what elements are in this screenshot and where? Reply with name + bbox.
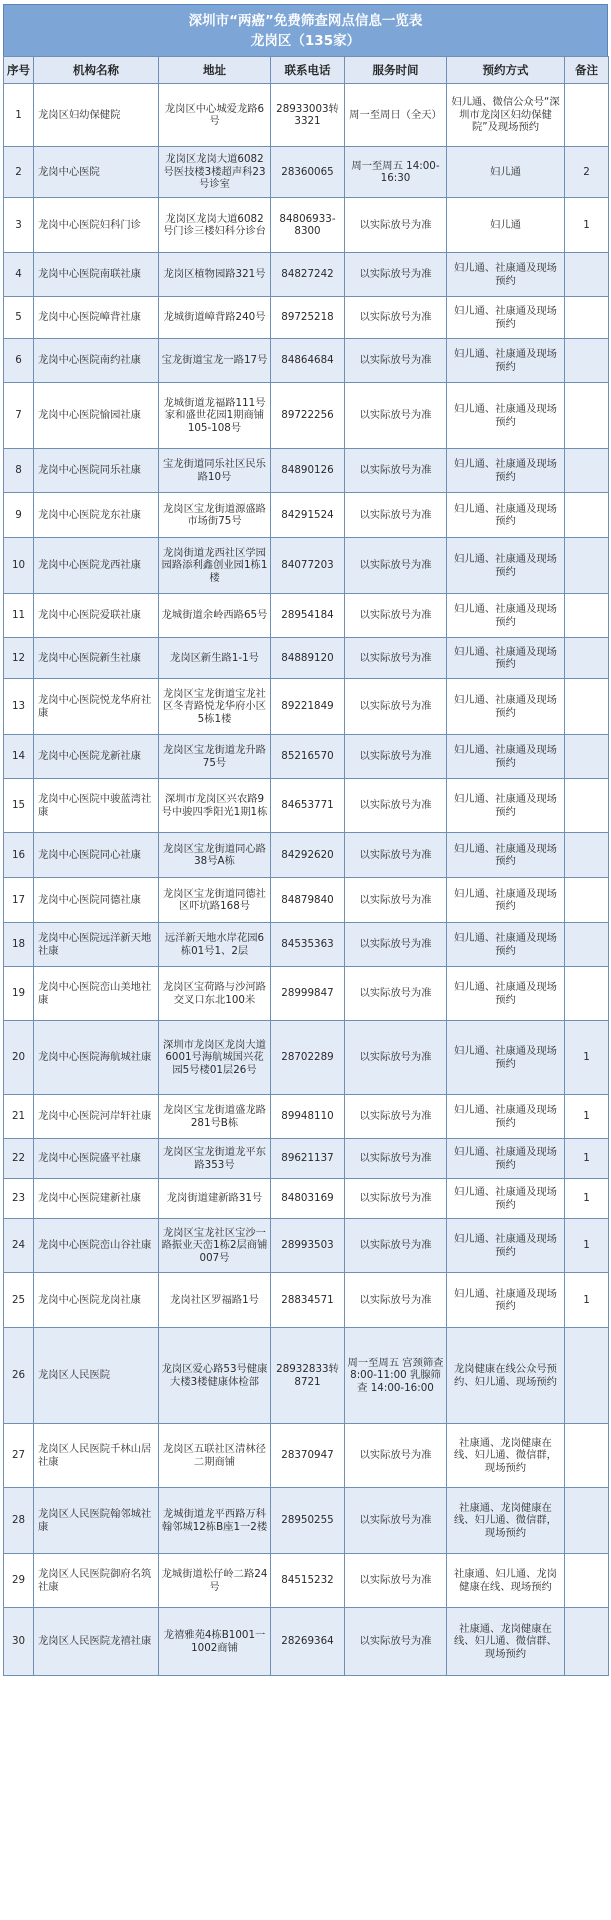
cell-phone: 84827242 bbox=[271, 253, 345, 297]
cell-no: 26 bbox=[4, 1328, 34, 1424]
table-row bbox=[4, 878, 609, 923]
cell-phone: 85216570 bbox=[271, 735, 345, 779]
cell-book: 妇儿通、社康通及现场预约 bbox=[447, 967, 565, 1021]
cell-addr: 龙城街道龙平西路万科翰邻城12栋B座1一2楼 bbox=[159, 1488, 271, 1554]
table-row bbox=[4, 1554, 609, 1608]
cell-time: 以实际放号为准 bbox=[345, 594, 447, 638]
cell-phone: 84806933-8300 bbox=[271, 198, 345, 253]
cell-book: 妇儿通、社康通及现场预约 bbox=[447, 679, 565, 735]
cell-no: 30 bbox=[4, 1608, 34, 1676]
cell-phone: 84653771 bbox=[271, 779, 345, 833]
cell-note bbox=[565, 1554, 609, 1608]
cell-addr: 龙岗区宝龙街道龙平东路353号 bbox=[159, 1139, 271, 1179]
table-row bbox=[4, 147, 609, 198]
cell-time: 以实际放号为准 bbox=[345, 779, 447, 833]
cell-name: 龙岗区人民医院千林山居社康 bbox=[34, 1424, 159, 1488]
cell-no: 18 bbox=[4, 923, 34, 967]
cell-phone: 28993503 bbox=[271, 1219, 345, 1273]
col-header-note: 备注 bbox=[565, 57, 609, 84]
cell-phone: 28999847 bbox=[271, 967, 345, 1021]
cell-book: 妇儿通、社康通及现场预约 bbox=[447, 253, 565, 297]
cell-no: 7 bbox=[4, 383, 34, 449]
cell-note bbox=[565, 638, 609, 679]
cell-name: 龙岗中心医院新生社康 bbox=[34, 638, 159, 679]
cell-addr: 龙城街道余岭西路65号 bbox=[159, 594, 271, 638]
cell-name: 龙岗中心医院南联社康 bbox=[34, 253, 159, 297]
table-row bbox=[4, 779, 609, 833]
cell-note: 1 bbox=[565, 198, 609, 253]
cell-phone: 28370947 bbox=[271, 1424, 345, 1488]
cell-phone: 28360065 bbox=[271, 147, 345, 198]
table-title bbox=[3, 4, 608, 56]
cell-note bbox=[565, 878, 609, 923]
cell-note bbox=[565, 1424, 609, 1488]
cell-name: 龙岗中心医院海航城社康 bbox=[34, 1021, 159, 1095]
cell-phone: 84515232 bbox=[271, 1554, 345, 1608]
cell-time: 周一至周五 宫颈筛查 8:00-11:00 乳腺筛查 14:00-16:00 bbox=[345, 1328, 447, 1424]
cell-no: 10 bbox=[4, 538, 34, 594]
cell-time: 以实际放号为准 bbox=[345, 538, 447, 594]
table-row bbox=[4, 1179, 609, 1219]
cell-book: 妇儿通 bbox=[447, 198, 565, 253]
cell-no: 5 bbox=[4, 297, 34, 339]
cell-no: 12 bbox=[4, 638, 34, 679]
cell-addr: 龙岗区宝荷路与沙河路交叉口东北100米 bbox=[159, 967, 271, 1021]
cell-name: 龙岗中心医院峦山谷社康 bbox=[34, 1219, 159, 1273]
cell-no: 4 bbox=[4, 253, 34, 297]
cell-book: 妇儿通、社康通及现场预约 bbox=[447, 735, 565, 779]
cell-time: 以实际放号为准 bbox=[345, 1488, 447, 1554]
table-row bbox=[4, 1021, 609, 1095]
cell-note bbox=[565, 383, 609, 449]
cell-note bbox=[565, 833, 609, 878]
cell-phone: 28933003转3321 bbox=[271, 84, 345, 147]
cell-no: 8 bbox=[4, 449, 34, 493]
cell-name: 龙岗中心医院龙西社康 bbox=[34, 538, 159, 594]
cell-time: 以实际放号为准 bbox=[345, 493, 447, 538]
cell-addr: 龙岗区植物园路321号 bbox=[159, 253, 271, 297]
cell-name: 龙岗中心医院河岸轩社康 bbox=[34, 1095, 159, 1139]
cell-phone: 89722256 bbox=[271, 383, 345, 449]
cell-name: 龙岗中心医院妇科门诊 bbox=[34, 198, 159, 253]
cell-phone: 89725218 bbox=[271, 297, 345, 339]
cell-addr: 深圳市龙岗区兴农路9号中骏四季阳光1期1栋 bbox=[159, 779, 271, 833]
cell-note bbox=[565, 679, 609, 735]
cell-addr: 龙城街道龙福路111号家和盛世花园1期商铺105-108号 bbox=[159, 383, 271, 449]
table-body bbox=[4, 84, 609, 1676]
cell-book: 妇儿通、社康通及现场预约 bbox=[447, 1219, 565, 1273]
cell-name: 龙岗区人民医院翰邻城社康 bbox=[34, 1488, 159, 1554]
cell-time: 以实际放号为准 bbox=[345, 1554, 447, 1608]
cell-addr: 龙岗区龙岗大道6082号门诊三楼妇科分诊台 bbox=[159, 198, 271, 253]
cell-phone: 89621137 bbox=[271, 1139, 345, 1179]
cell-phone: 28932833转8721 bbox=[271, 1328, 345, 1424]
cell-name: 龙岗中心医院爱联社康 bbox=[34, 594, 159, 638]
cell-book: 妇儿通、社康通及现场预约 bbox=[447, 923, 565, 967]
cell-book: 妇儿通、社康通及现场预约 bbox=[447, 297, 565, 339]
cell-time: 以实际放号为准 bbox=[345, 1095, 447, 1139]
cell-addr: 龙岗区宝龙街道同德社区吓坑路168号 bbox=[159, 878, 271, 923]
cell-note bbox=[565, 84, 609, 147]
cell-addr: 龙岗街道龙西社区学园园路添利鑫创业园1栋1楼 bbox=[159, 538, 271, 594]
table-title-line1: 深圳市“两癌”免费筛查网点信息一览表 bbox=[188, 12, 423, 29]
cell-note: 2 bbox=[565, 147, 609, 198]
cell-name: 龙岗中心医院同德社康 bbox=[34, 878, 159, 923]
cell-addr: 深圳市龙岗区龙岗大道6001号海航城国兴花园5号楼01层26号 bbox=[159, 1021, 271, 1095]
cell-phone: 28702289 bbox=[271, 1021, 345, 1095]
screening-sites-table bbox=[3, 56, 609, 1676]
cell-note bbox=[565, 1328, 609, 1424]
cell-name: 龙岗中心医院龙岗社康 bbox=[34, 1273, 159, 1328]
table-row bbox=[4, 1139, 609, 1179]
cell-note bbox=[565, 1488, 609, 1554]
cell-addr: 龙岗区宝龙街道龙升路75号 bbox=[159, 735, 271, 779]
cell-no: 23 bbox=[4, 1179, 34, 1219]
cell-addr: 龙岗区宝龙街道宝龙社区冬青路悦龙华府小区5栋1楼 bbox=[159, 679, 271, 735]
screening-table-document bbox=[3, 4, 608, 1916]
cell-book: 妇儿通 bbox=[447, 147, 565, 198]
cell-phone: 28954184 bbox=[271, 594, 345, 638]
cell-book: 妇儿通、社康通及现场预约 bbox=[447, 1179, 565, 1219]
cell-phone: 84803169 bbox=[271, 1179, 345, 1219]
cell-note bbox=[565, 967, 609, 1021]
cell-name: 龙岗中心医院 bbox=[34, 147, 159, 198]
table-row bbox=[4, 493, 609, 538]
cell-phone: 84864684 bbox=[271, 339, 345, 383]
table-row bbox=[4, 383, 609, 449]
table-row bbox=[4, 1608, 609, 1676]
cell-note bbox=[565, 594, 609, 638]
cell-phone: 28269364 bbox=[271, 1608, 345, 1676]
cell-phone: 28834571 bbox=[271, 1273, 345, 1328]
table-row bbox=[4, 339, 609, 383]
cell-no: 16 bbox=[4, 833, 34, 878]
cell-addr: 龙岗区五联社区清林径二期商铺 bbox=[159, 1424, 271, 1488]
header-row bbox=[4, 57, 609, 84]
cell-no: 3 bbox=[4, 198, 34, 253]
cell-time: 以实际放号为准 bbox=[345, 1139, 447, 1179]
cell-addr: 龙岗区新生路1-1号 bbox=[159, 638, 271, 679]
cell-phone: 84535363 bbox=[271, 923, 345, 967]
cell-addr: 龙岗区中心城爱龙路6号 bbox=[159, 84, 271, 147]
table-row bbox=[4, 538, 609, 594]
cell-name: 龙岗中心医院愉园社康 bbox=[34, 383, 159, 449]
table-row bbox=[4, 1328, 609, 1424]
cell-addr: 龙岗区爱心路53号健康大楼3楼健康体检部 bbox=[159, 1328, 271, 1424]
cell-book: 社康通、妇儿通、龙岗健康在线、现场预约 bbox=[447, 1554, 565, 1608]
cell-no: 28 bbox=[4, 1488, 34, 1554]
cell-addr: 龙岗街道建新路31号 bbox=[159, 1179, 271, 1219]
cell-name: 龙岗中心医院同心社康 bbox=[34, 833, 159, 878]
cell-phone: 89948110 bbox=[271, 1095, 345, 1139]
cell-time: 以实际放号为准 bbox=[345, 297, 447, 339]
cell-time: 以实际放号为准 bbox=[345, 735, 447, 779]
cell-book: 妇儿通、社康通及现场预约 bbox=[447, 594, 565, 638]
table-row bbox=[4, 1095, 609, 1139]
cell-book: 妇儿通、社康通及现场预约 bbox=[447, 339, 565, 383]
cell-name: 龙岗中心医院龙东社康 bbox=[34, 493, 159, 538]
cell-book: 妇儿通、社康通及现场预约 bbox=[447, 538, 565, 594]
cell-phone: 28950255 bbox=[271, 1488, 345, 1554]
cell-no: 22 bbox=[4, 1139, 34, 1179]
cell-time: 以实际放号为准 bbox=[345, 1021, 447, 1095]
cell-book: 妇儿通、社康通及现场预约 bbox=[447, 779, 565, 833]
cell-no: 20 bbox=[4, 1021, 34, 1095]
cell-time: 以实际放号为准 bbox=[345, 198, 447, 253]
cell-time: 以实际放号为准 bbox=[345, 383, 447, 449]
cell-time: 以实际放号为准 bbox=[345, 449, 447, 493]
cell-addr: 龙城街道松仔岭二路24号 bbox=[159, 1554, 271, 1608]
cell-note: 1 bbox=[565, 1219, 609, 1273]
cell-addr: 龙岗区宝龙街道源盛路市场街75号 bbox=[159, 493, 271, 538]
table-row bbox=[4, 1488, 609, 1554]
cell-note bbox=[565, 923, 609, 967]
cell-phone: 84890126 bbox=[271, 449, 345, 493]
cell-time: 以实际放号为准 bbox=[345, 339, 447, 383]
cell-time: 以实际放号为准 bbox=[345, 1424, 447, 1488]
cell-name: 龙岗区妇幼保健院 bbox=[34, 84, 159, 147]
table-row bbox=[4, 833, 609, 878]
cell-time: 周一至周日（全天） bbox=[345, 84, 447, 147]
cell-name: 龙岗中心医院同乐社康 bbox=[34, 449, 159, 493]
cell-note bbox=[565, 449, 609, 493]
table-row bbox=[4, 1273, 609, 1328]
cell-addr: 龙岗区宝龙街道盛龙路281号B栋 bbox=[159, 1095, 271, 1139]
cell-phone: 84889120 bbox=[271, 638, 345, 679]
cell-addr: 远洋新天地水岸花园6栋01号1、2层 bbox=[159, 923, 271, 967]
cell-book: 妇儿通、微信公众号“深圳市龙岗区妇幼保健院”及现场预约 bbox=[447, 84, 565, 147]
cell-no: 1 bbox=[4, 84, 34, 147]
table-row bbox=[4, 84, 609, 147]
cell-book: 妇儿通、社康通及现场预约 bbox=[447, 878, 565, 923]
cell-note bbox=[565, 735, 609, 779]
table-row bbox=[4, 923, 609, 967]
cell-time: 以实际放号为准 bbox=[345, 638, 447, 679]
cell-no: 24 bbox=[4, 1219, 34, 1273]
cell-time: 以实际放号为准 bbox=[345, 878, 447, 923]
cell-phone: 89221849 bbox=[271, 679, 345, 735]
cell-note: 1 bbox=[565, 1139, 609, 1179]
cell-addr: 龙岗区宝龙街道同心路38号A栋 bbox=[159, 833, 271, 878]
cell-no: 2 bbox=[4, 147, 34, 198]
cell-addr: 宝龙街道同乐社区民乐路10号 bbox=[159, 449, 271, 493]
cell-book: 妇儿通、社康通及现场预约 bbox=[447, 449, 565, 493]
cell-no: 27 bbox=[4, 1424, 34, 1488]
table-row bbox=[4, 679, 609, 735]
col-header-address: 地址 bbox=[159, 57, 271, 84]
cell-time: 以实际放号为准 bbox=[345, 833, 447, 878]
cell-no: 19 bbox=[4, 967, 34, 1021]
cell-book: 社康通、龙岗健康在线、妇儿通、微信群，现场预约 bbox=[447, 1424, 565, 1488]
cell-time: 以实际放号为准 bbox=[345, 1219, 447, 1273]
cell-addr: 龙城街道嶂背路240号 bbox=[159, 297, 271, 339]
cell-name: 龙岗中心医院中骏蓝湾社康 bbox=[34, 779, 159, 833]
cell-note bbox=[565, 779, 609, 833]
table-row bbox=[4, 735, 609, 779]
cell-phone: 84879840 bbox=[271, 878, 345, 923]
table-row bbox=[4, 1424, 609, 1488]
cell-addr: 龙禧雅苑4栋B1001一1002商铺 bbox=[159, 1608, 271, 1676]
cell-time: 周一至周五 14:00-16:30 bbox=[345, 147, 447, 198]
cell-time: 以实际放号为准 bbox=[345, 967, 447, 1021]
cell-book: 妇儿通、社康通及现场预约 bbox=[447, 1095, 565, 1139]
cell-no: 9 bbox=[4, 493, 34, 538]
cell-book: 龙岗健康在线公众号预约、妇儿通、现场预约 bbox=[447, 1328, 565, 1424]
cell-name: 龙岗区人民医院 bbox=[34, 1328, 159, 1424]
table-row bbox=[4, 253, 609, 297]
cell-book: 妇儿通、社康通及现场预约 bbox=[447, 493, 565, 538]
cell-addr: 龙岗社区罗福路1号 bbox=[159, 1273, 271, 1328]
table-row bbox=[4, 198, 609, 253]
cell-book: 妇儿通、社康通及现场预约 bbox=[447, 1139, 565, 1179]
cell-name: 龙岗中心医院建新社康 bbox=[34, 1179, 159, 1219]
cell-addr: 龙岗区龙岗大道6082号医技楼3楼超声科23号诊室 bbox=[159, 147, 271, 198]
col-header-service-time: 服务时间 bbox=[345, 57, 447, 84]
cell-name: 龙岗中心医院嶂背社康 bbox=[34, 297, 159, 339]
cell-book: 妇儿通、社康通及现场预约 bbox=[447, 383, 565, 449]
cell-name: 龙岗区人民医院龙禧社康 bbox=[34, 1608, 159, 1676]
cell-time: 以实际放号为准 bbox=[345, 253, 447, 297]
cell-note: 1 bbox=[565, 1095, 609, 1139]
cell-book: 妇儿通、社康通及现场预约 bbox=[447, 638, 565, 679]
cell-name: 龙岗中心医院盛平社康 bbox=[34, 1139, 159, 1179]
col-header-no: 序号 bbox=[4, 57, 34, 84]
cell-time: 以实际放号为准 bbox=[345, 679, 447, 735]
cell-book: 妇儿通、社康通及现场预约 bbox=[447, 1273, 565, 1328]
table-title-line2: 龙岗区（135家） bbox=[250, 32, 361, 49]
cell-no: 29 bbox=[4, 1554, 34, 1608]
cell-note bbox=[565, 253, 609, 297]
cell-no: 6 bbox=[4, 339, 34, 383]
cell-addr: 宝龙街道宝龙一路17号 bbox=[159, 339, 271, 383]
cell-note bbox=[565, 297, 609, 339]
table-row bbox=[4, 638, 609, 679]
cell-note: 1 bbox=[565, 1273, 609, 1328]
table-row bbox=[4, 449, 609, 493]
table-row bbox=[4, 594, 609, 638]
col-header-name: 机构名称 bbox=[34, 57, 159, 84]
cell-name: 龙岗中心医院龙新社康 bbox=[34, 735, 159, 779]
cell-book: 社康通、龙岗健康在线、妇儿通、微信群、现场预约 bbox=[447, 1608, 565, 1676]
col-header-booking: 预约方式 bbox=[447, 57, 565, 84]
cell-time: 以实际放号为准 bbox=[345, 1608, 447, 1676]
table-row bbox=[4, 1219, 609, 1273]
cell-note: 1 bbox=[565, 1021, 609, 1095]
cell-no: 15 bbox=[4, 779, 34, 833]
cell-note bbox=[565, 1608, 609, 1676]
cell-name: 龙岗中心医院峦山美地社康 bbox=[34, 967, 159, 1021]
cell-note bbox=[565, 538, 609, 594]
cell-phone: 84291524 bbox=[271, 493, 345, 538]
cell-no: 21 bbox=[4, 1095, 34, 1139]
cell-name: 龙岗中心医院远洋新天地社康 bbox=[34, 923, 159, 967]
cell-time: 以实际放号为准 bbox=[345, 923, 447, 967]
cell-note bbox=[565, 493, 609, 538]
cell-book: 妇儿通、社康通及现场预约 bbox=[447, 1021, 565, 1095]
col-header-phone: 联系电话 bbox=[271, 57, 345, 84]
cell-addr: 龙岗区宝龙社区宝沙一路振业天峦1栋2层商铺007号 bbox=[159, 1219, 271, 1273]
cell-phone: 84077203 bbox=[271, 538, 345, 594]
cell-note bbox=[565, 339, 609, 383]
cell-name: 龙岗中心医院悦龙华府社康 bbox=[34, 679, 159, 735]
cell-time: 以实际放号为准 bbox=[345, 1273, 447, 1328]
cell-no: 25 bbox=[4, 1273, 34, 1328]
cell-no: 13 bbox=[4, 679, 34, 735]
cell-no: 14 bbox=[4, 735, 34, 779]
cell-book: 妇儿通、社康通及现场预约 bbox=[447, 833, 565, 878]
cell-no: 11 bbox=[4, 594, 34, 638]
cell-name: 龙岗区人民医院御府名筑社康 bbox=[34, 1554, 159, 1608]
table-row bbox=[4, 297, 609, 339]
table-row bbox=[4, 967, 609, 1021]
cell-name: 龙岗中心医院南约社康 bbox=[34, 339, 159, 383]
cell-no: 17 bbox=[4, 878, 34, 923]
cell-note: 1 bbox=[565, 1179, 609, 1219]
cell-book: 社康通、龙岗健康在线、妇儿通、微信群，现场预约 bbox=[447, 1488, 565, 1554]
cell-time: 以实际放号为准 bbox=[345, 1179, 447, 1219]
cell-phone: 84292620 bbox=[271, 833, 345, 878]
